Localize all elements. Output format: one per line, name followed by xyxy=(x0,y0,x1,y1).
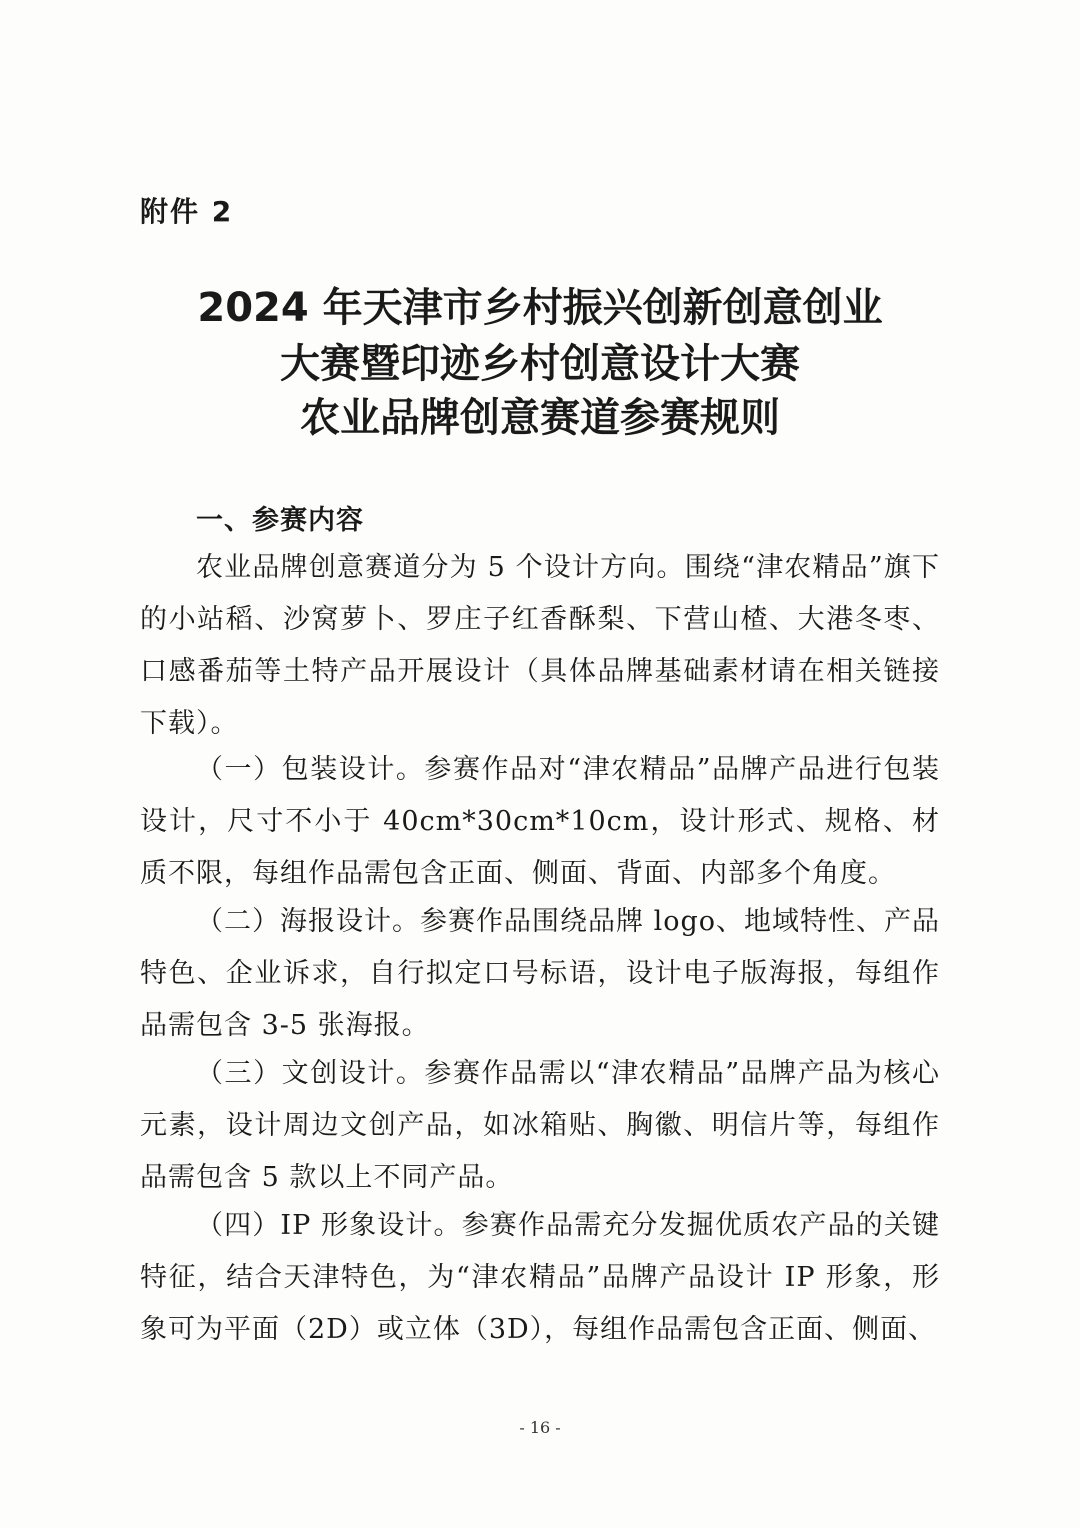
paragraph-ip-image-design: （四）IP 形象设计。参赛作品需充分发掘优质农产品的关键特征，结合天津特色，为“津农精品”品牌产品设计 IP 形象，形象可为平面（2D）或立体（3D），每组作品需包含正面、侧面、 xyxy=(140,1210,940,1345)
title-line-2: 大赛暨印迹乡村创意设计大赛 xyxy=(280,341,800,387)
title-line-1: 2024 年天津市乡村振兴创新创意创业 xyxy=(197,285,883,331)
paragraph-cultural-creative-design: （三）文创设计。参赛作品需以“津农精品”品牌产品为核心元素，设计周边文创产品，如冰箱贴、胸徽、明信片等，每组作品需包含 5 款以上不同产品。 xyxy=(140,1058,940,1193)
paragraph-packaging-design: （一）包装设计。参赛作品对“津农精品”品牌产品进行包装设计，尺寸不小于 40cm*30cm*10cm，设计形式、规格、材质不限，每组作品需包含正面、侧面、背面、内部多个角度。 xyxy=(140,754,940,889)
page-number: - 16 - xyxy=(519,1418,561,1437)
paragraph-poster-design: （二）海报设计。参赛作品围绕品牌 logo、地域特性、产品特色、企业诉求，自行拟定口号标语，设计电子版海报，每组作品需包含 3-5 张海报。 xyxy=(140,906,941,1041)
attachment-label: 附件 2 xyxy=(140,195,234,228)
section-heading: 一、参赛内容 xyxy=(196,505,364,536)
paragraph-intro: 农业品牌创意赛道分为 5 个设计方向。围绕“津农精品”旗下的小站稻、沙窝萝卜、罗庄子红香酥梨、下营山楂、大港冬枣、口感番茄等土特产品开展设计（具体品牌基础素材请在相关链接下载）。 xyxy=(140,552,940,739)
title-line-3: 农业品牌创意赛道参赛规则 xyxy=(300,395,780,441)
